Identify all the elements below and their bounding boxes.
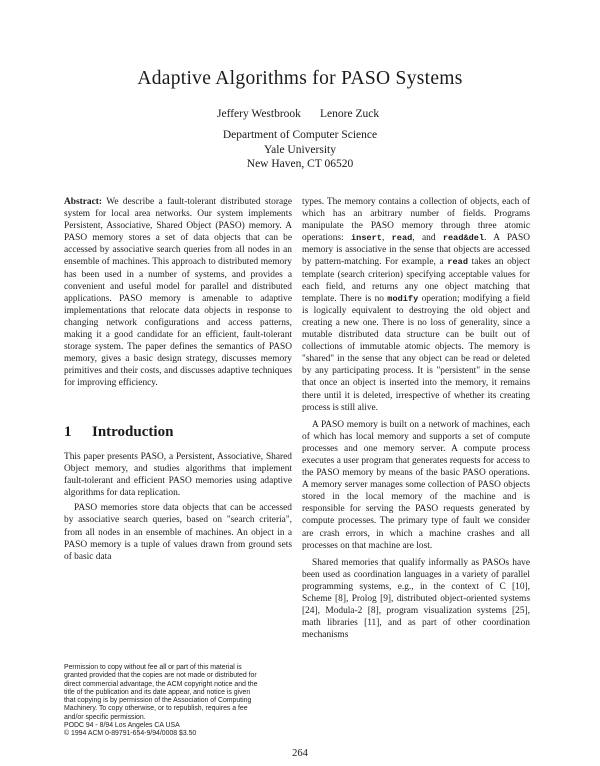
op-insert: insert — [351, 233, 382, 244]
right-p1-text-b: . A PASO memory is associative in the sense that objects are accessed by pattern-matching. For example, a — [302, 233, 530, 268]
right-p1-sep-2: , and — [412, 233, 443, 244]
footnote-line: granted provided that the copies are not made or distributed for — [64, 672, 257, 680]
right-p1-text-c: takes an object template (search criterion) specifying acceptable values for each field, and returns any one object matching that template. There is no — [302, 257, 530, 304]
abstract-label: Abstract: — [64, 197, 103, 207]
affiliation-university: Yale University — [264, 143, 336, 156]
intro-paragraph-2: PASO memories store data objects that can be accessed by associative search queries, based on "search criteria", from all nodes in an ensemble of machines. An object in a PASO memory is a tuple of values drawn from ground sets of basic data — [64, 503, 292, 562]
right-p1-sep-1: , — [381, 233, 392, 244]
footnote-line: © 1994 ACM 0-89791-654-9/94/0008 $3.50 — [64, 730, 197, 738]
footnote-line: Permission to copy without fee all or part of this material is — [64, 664, 242, 671]
section-title: Introduction — [92, 424, 174, 440]
footnote-line: title of the publication and its date appear, and notice is given — [64, 688, 251, 696]
footnote-line: PODC 94 - 8/94 Los Angeles CA USA — [64, 722, 180, 730]
page-number: 264 — [292, 748, 308, 759]
affiliation-location: New Haven, CT 06520 — [246, 158, 354, 170]
affiliation-department: Department of Computer Science — [222, 129, 378, 141]
abstract-text: We describe a fault-tolerant distributed storage system for local area networks. Our system implements Persistent, Associative, Shared Object (PASO) memory. A PASO memory stores a set of data objects that can be accessed by associative search queries from all nodes in an ensemble of machines. This approach to distributed memory has been used in a number of systems, and provides a convenient and useful model for parallel and distributed applications. PASO memory is amenable to adaptive implementations that relocate data objects in response to changing network configurations and access patterns, making it a good candidate for an efficient, fault-tolerant storage system. The paper defines the semantics of PASO memory, gives a basic design strategy, discusses memory primitives and their costs, and discusses adaptive techniques for improving efficiency. — [64, 197, 292, 389]
op-read: read — [391, 233, 413, 244]
right-column — [302, 196, 530, 641]
right-paragraph-1 — [302, 196, 530, 414]
paper-title: Adaptive Algorithms for PASO Systems — [137, 68, 463, 89]
intro-paragraph-1: This paper presents PASO, a Persistent, Associative, Shared Object memory, and studies algorithms that implement fault-tolerant and efficient PASO memories using adaptive algorithms for data replication. — [64, 452, 292, 499]
abstract-paragraph — [64, 196, 292, 390]
copyright-footnote — [64, 664, 296, 739]
abstract-block — [64, 196, 292, 390]
footnote-line: direct commercial advantage, the ACM copyright notice and the — [64, 680, 258, 688]
author-zuck: Lenore Zuck — [320, 108, 380, 120]
right-p1-text-a: types. The memory contains a collection of objects, each of which has an arbitrary number of fields. Programs manipulate the PASO memory through three atomic operations: — [302, 197, 530, 244]
right-p1-text-d: operation; modifying a field is logically equivalent to destroying the old object and creating a new one. There is no loss of generality, since a mutable distributed data structure can be built out of collections of immutable atomic objects. The memory is "shared" in the sense that any object can be read or deleted by any participating process. It is "persistent" in the sense that once an object is inserted into the memory, it remains there until it is deleted, irrespective of whether its creating process is still alive. — [302, 293, 530, 413]
footnote-line: Machinery. To copy otherwise, or to republish, requires a fee — [64, 705, 248, 713]
section-number: 1 — [64, 424, 72, 440]
right-paragraph-2: A PASO memory is built on a network of machines, each of which has local memory and supports a set of compute processes and one memory server. A compute process executes a user program that generates requests for access to the PASO memory by means of the basic PASO operations. A memory server manages some collection of PASO objects stored in the local memory of the machine and is responsible for serving the PASO requests generated by compute processes. The primary type of fault we consider are crash errors, in which a machine crashes and all processes on that machine are lost. — [302, 419, 530, 551]
op-modify: modify — [387, 293, 419, 304]
footnote-line: that copying is by permission of the Association of Computing — [64, 697, 252, 705]
affiliation — [0, 128, 600, 172]
author-westbrook: Jeffery Westbrook — [217, 108, 301, 120]
footnote-line: and/or specific permission. — [64, 713, 146, 721]
op-read-example: read — [447, 257, 468, 268]
right-paragraph-3: Shared memories that qualify informally as PASOs have been used as coordination languages in a variety of parallel programming systems, e.g., in the context of C [10], Scheme [8], Prolog [9], distributed object-oriented systems [24], Modula-2 [8], program visualization systems [25], math libraries [11], and as part of other coordination mechanisms — [302, 557, 530, 641]
op-read-del: read&del — [442, 233, 485, 244]
section-heading-introduction — [64, 424, 173, 441]
intro-block — [64, 451, 292, 563]
